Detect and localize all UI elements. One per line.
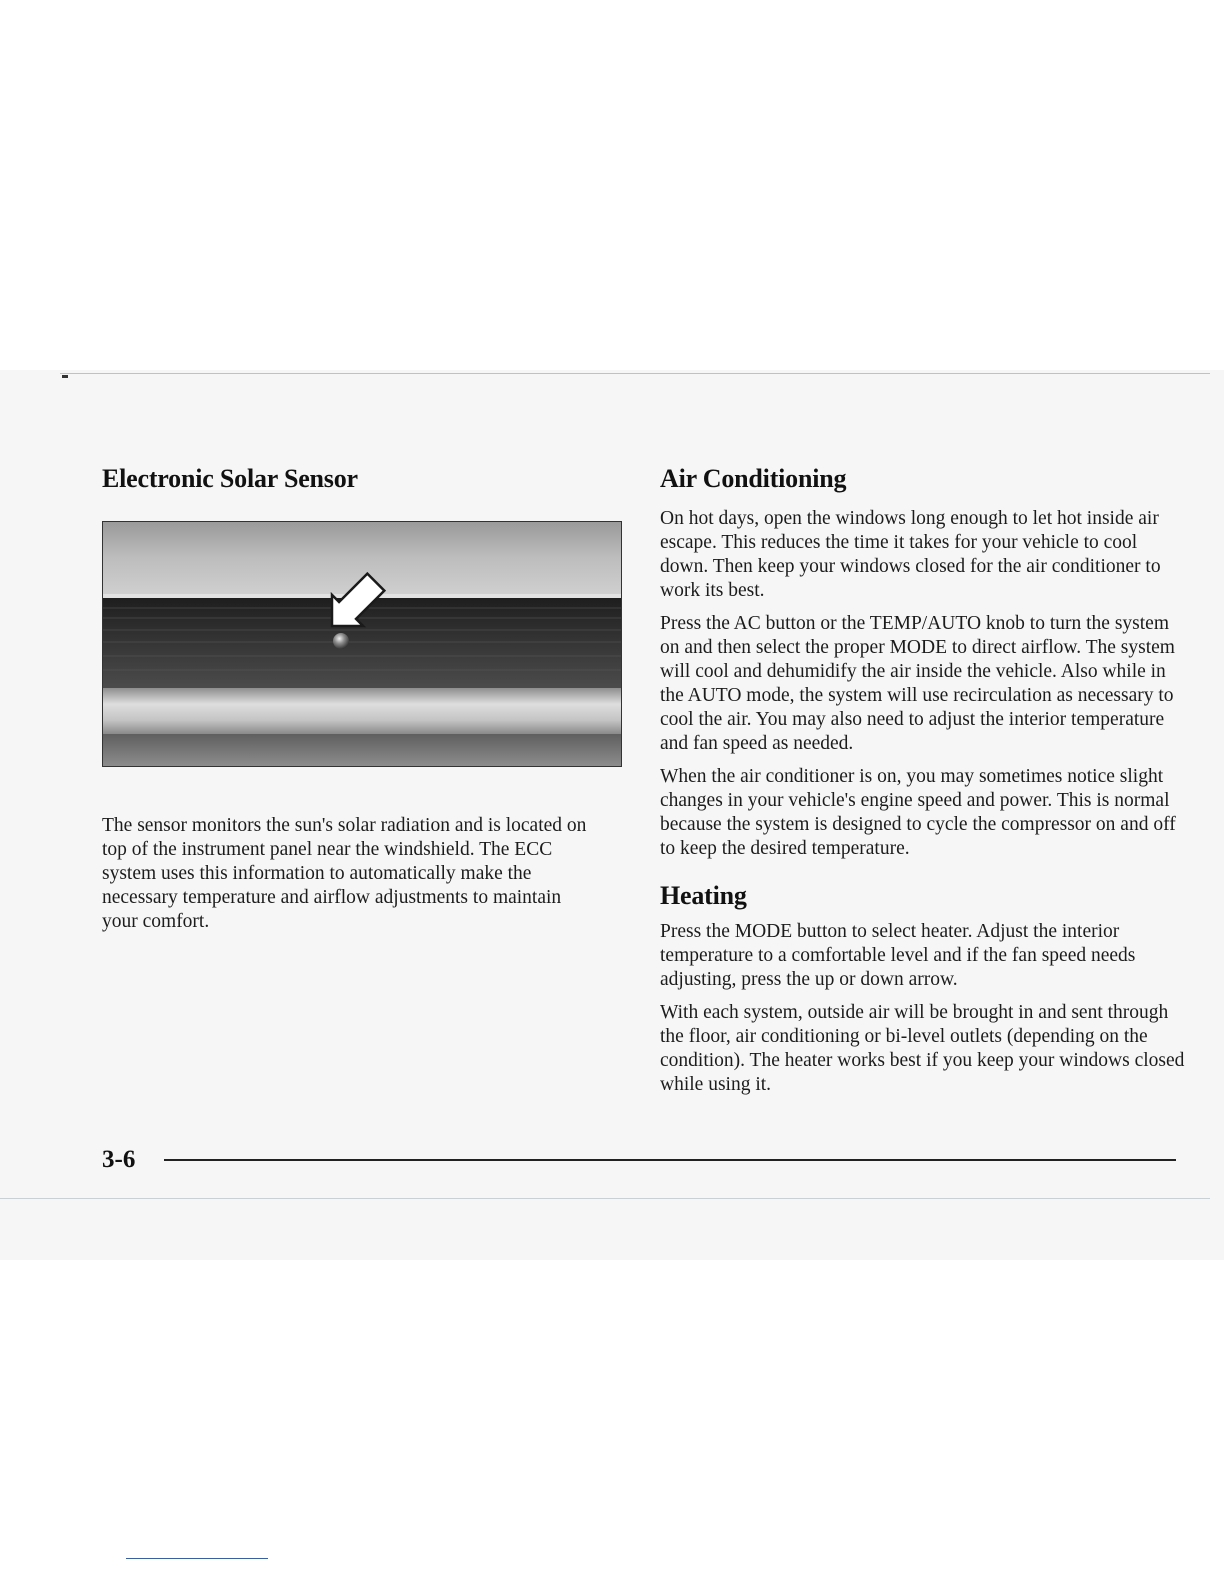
footer-rule (164, 1159, 1176, 1161)
heating-paragraph-2: With each system, outside air will be brought in and sent through the floor, air conditioning or bi-level outlets (depending on the condition). The heater works best if you keep your windows closed while using it. (660, 1002, 1185, 1095)
air-conditioning-heading: Air Conditioning (660, 464, 847, 493)
heating-paragraph-1: Press the MODE button to select heater. Adjust the interior temperature to a comfortable level and if the fan speed needs adjusting, press the up or down arrow. (660, 921, 1136, 990)
ac-paragraph-1: On hot days, open the windows long enough to let hot inside air escape. This reduces the time it takes for your vehicle to cool down. Then keep your windows closed for the air conditioner to work its best. (660, 508, 1161, 601)
scan-edge-bottom (0, 1198, 1210, 1199)
scan-edge-top (60, 373, 1210, 374)
scan-mark (62, 375, 68, 378)
dash-trim (103, 688, 621, 734)
ac-paragraph-2: Press the AC button or the TEMP/AUTO knob to turn the system on and then select the proper MODE to direct airflow. The system will cool and dehumidify the air inside the vehicle. Also while in the AUTO mode, the system will use recirculation as necessary to cool the air. You may also need to adjust the interior temperature and fan speed as needed. (660, 613, 1175, 754)
solar-sensor-description: The sensor monitors the sun's solar radiation and is located on top of the instrument panel near the windshield. The ECC system uses this information to automatically make the necessary temperature and airflow adjustments to maintain your comfort. (102, 815, 587, 932)
solar-sensor-heading: Electronic Solar Sensor (102, 464, 358, 493)
page-number: 3-6 (102, 1146, 136, 1173)
page-footer (102, 1146, 1177, 1176)
left-column (102, 462, 622, 934)
solar-sensor-icon (333, 633, 349, 649)
heating-heading: Heating (660, 881, 747, 910)
solar-sensor-illustration (103, 522, 621, 766)
bottom-link-rule (126, 1558, 268, 1559)
solar-sensor-photo (102, 521, 622, 767)
ac-paragraph-3: When the air conditioner is on, you may sometimes notice slight changes in your vehicle's engine speed and power. This is normal because the system is designed to cycle the compressor on and off to keep the desired temperature. (660, 766, 1176, 859)
right-column (660, 462, 1185, 1097)
